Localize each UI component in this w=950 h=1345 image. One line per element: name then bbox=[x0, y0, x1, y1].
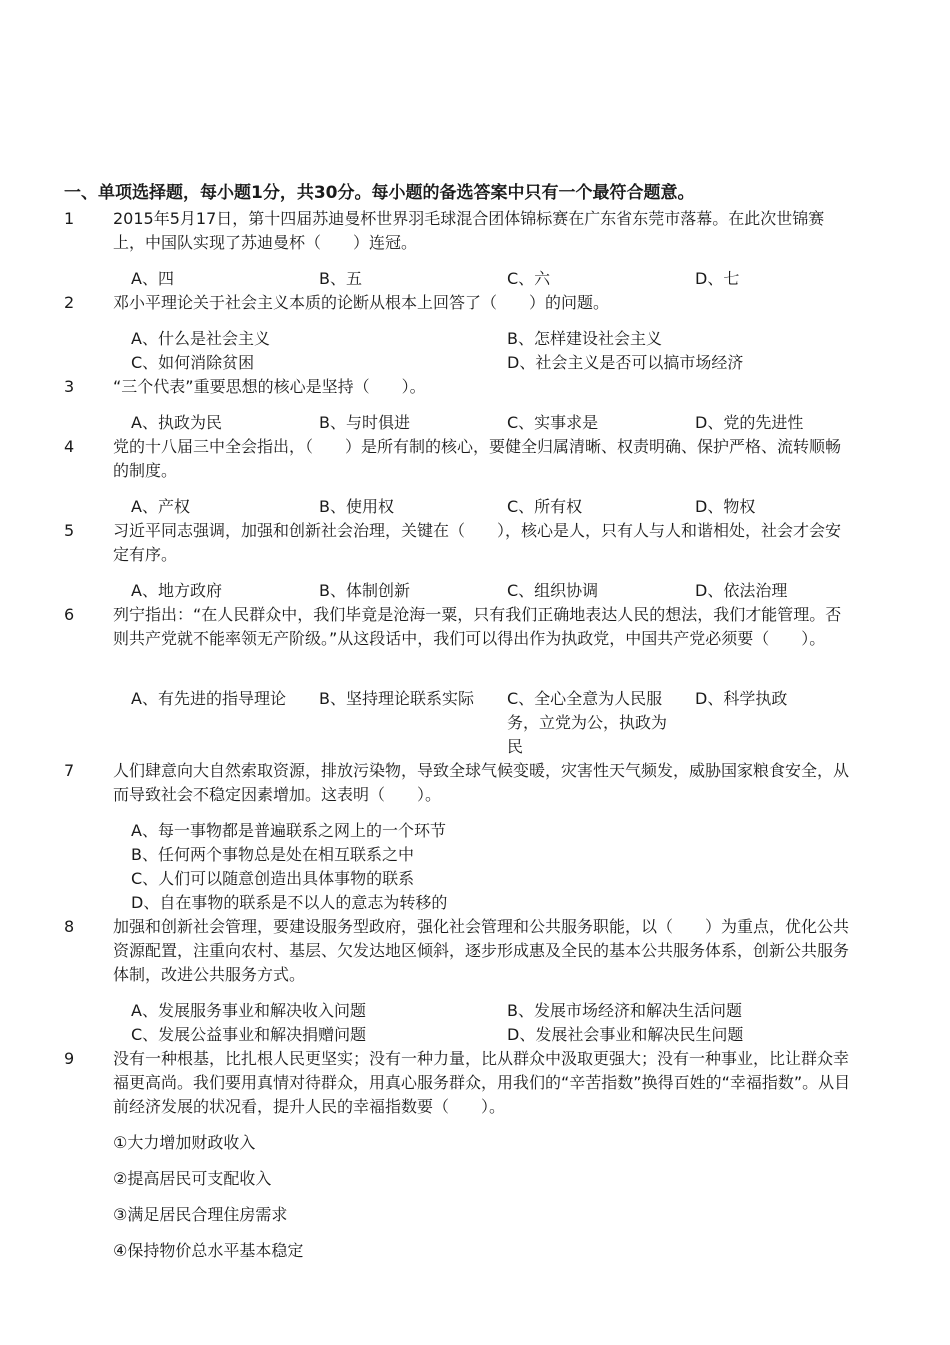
statement-2: ②提高居民可支配收入 bbox=[113, 1169, 272, 1188]
option-a[interactable]: A、每一事物都是普遍联系之网上的一个环节 bbox=[131, 821, 446, 840]
option-b[interactable]: B、怎样建设社会主义 bbox=[507, 329, 662, 348]
option-c[interactable]: C、全心全意为人民服务，立党为公，执政为民 bbox=[507, 689, 668, 756]
option-b[interactable]: B、任何两个事物总是处在相互联系之中 bbox=[131, 845, 414, 864]
question-number: 6 bbox=[64, 605, 75, 624]
option-d[interactable]: D、科学执政 bbox=[695, 689, 788, 708]
option-a[interactable]: A、执政为民 bbox=[131, 413, 222, 432]
question-stem: 邓小平理论关于社会主义本质的论断从根本上回答了（ ）的问题。 bbox=[113, 293, 610, 312]
option-d[interactable]: D、七 bbox=[695, 269, 740, 288]
option-d[interactable]: D、自在事物的联系是不以人的意志为转移的 bbox=[131, 893, 448, 912]
question-number: 1 bbox=[64, 209, 75, 228]
option-b[interactable]: B、坚持理论联系实际 bbox=[319, 689, 474, 708]
option-a[interactable]: A、有先进的指导理论 bbox=[131, 689, 286, 708]
option-a[interactable]: A、地方政府 bbox=[131, 581, 222, 600]
option-b[interactable]: B、体制创新 bbox=[319, 581, 410, 600]
option-d[interactable]: D、社会主义是否可以搞市场经济 bbox=[507, 353, 744, 372]
option-c[interactable]: C、人们可以随意创造出具体事物的联系 bbox=[131, 869, 415, 888]
option-d[interactable]: D、物权 bbox=[695, 497, 756, 516]
question-stem: “三个代表”重要思想的核心是坚持（ ）。 bbox=[113, 377, 426, 396]
option-c[interactable]: C、六 bbox=[507, 269, 551, 288]
question-number: 4 bbox=[64, 437, 75, 456]
statement-1: ①大力增加财政收入 bbox=[113, 1133, 256, 1152]
question-number: 8 bbox=[64, 917, 75, 936]
question-number: 3 bbox=[64, 377, 75, 396]
option-a[interactable]: A、四 bbox=[131, 269, 174, 288]
question-stem: 列宁指出：“在人民群众中，我们毕竟是沧海一粟，只有我们正确地表达人民的想法，我们才能管理。否则共产党就不能率领无产阶级。”从这段话中，我们可以得出作为执政党，中国共产党必须要（ ）。 bbox=[113, 605, 842, 648]
question-number: 2 bbox=[64, 293, 75, 312]
option-c[interactable]: C、如何消除贫困 bbox=[131, 353, 255, 372]
statement-3: ③满足居民合理住房需求 bbox=[113, 1205, 288, 1224]
question-stem: 2015年5月17日，第十四届苏迪曼杯世界羽毛球混合团体锦标赛在广东省东莞市落幕。在此次世锦赛上，中国队实现了苏迪曼杯（ ）连冠。 bbox=[113, 209, 825, 252]
question-number: 5 bbox=[64, 521, 75, 540]
question-stem: 习近平同志强调，加强和创新社会治理，关键在（ ），核心是人，只有人与人和谐相处，社会才会安定有序。 bbox=[113, 521, 842, 564]
question-stem: 没有一种根基，比扎根人民更坚实；没有一种力量，比从群众中汲取更强大；没有一种事业，比让群众幸福更高尚。我们要用真情对待群众，用真心服务群众，用我们的“辛苦指数”换得百姓的“幸福指数”。从目前经济发展的状况看，提升人民的幸福指数要（ ）。 bbox=[113, 1049, 851, 1116]
option-a[interactable]: A、发展服务事业和解决收入问题 bbox=[131, 1001, 366, 1020]
statement-4: ④保持物价总水平基本稳定 bbox=[113, 1241, 304, 1260]
option-a[interactable]: A、什么是社会主义 bbox=[131, 329, 270, 348]
option-d[interactable]: D、依法治理 bbox=[695, 581, 788, 600]
question-stem: 人们肆意向大自然索取资源，排放污染物，导致全球气候变暖，灾害性天气频发，威胁国家粮食安全，从而导致社会不稳定因素增加。这表明（ ）。 bbox=[113, 761, 850, 804]
question-number: 9 bbox=[64, 1049, 75, 1068]
option-d[interactable]: D、发展社会事业和解决民生问题 bbox=[507, 1025, 744, 1044]
option-d[interactable]: D、党的先进性 bbox=[695, 413, 804, 432]
option-c[interactable]: C、发展公益事业和解决捐赠问题 bbox=[131, 1025, 367, 1044]
option-b[interactable]: B、与时俱进 bbox=[319, 413, 410, 432]
option-c[interactable]: C、所有权 bbox=[507, 497, 583, 516]
option-c[interactable]: C、实事求是 bbox=[507, 413, 599, 432]
option-a[interactable]: A、产权 bbox=[131, 497, 190, 516]
option-b[interactable]: B、发展市场经济和解决生活问题 bbox=[507, 1001, 742, 1020]
question-number: 7 bbox=[64, 761, 75, 780]
option-b[interactable]: B、使用权 bbox=[319, 497, 394, 516]
option-c[interactable]: C、组织协调 bbox=[507, 581, 599, 600]
section-heading: 一、单项选择题，每小题1分，共30分。每小题的备选答案中只有一个最符合题意。 bbox=[64, 183, 695, 203]
question-stem: 党的十八届三中全会指出，（ ）是所有制的核心，要健全归属清晰、权责明确、保护严格、流转顺畅的制度。 bbox=[113, 437, 842, 480]
option-b[interactable]: B、五 bbox=[319, 269, 362, 288]
question-stem: 加强和创新社会管理，要建设服务型政府，强化社会管理和公共服务职能，以（ ）为重点，优化公共资源配置，注重向农村、基层、欠发达地区倾斜，逐步形成惠及全民的基本公共服务体系，创新公共服务体制，改进公共服务方式。 bbox=[113, 917, 850, 984]
